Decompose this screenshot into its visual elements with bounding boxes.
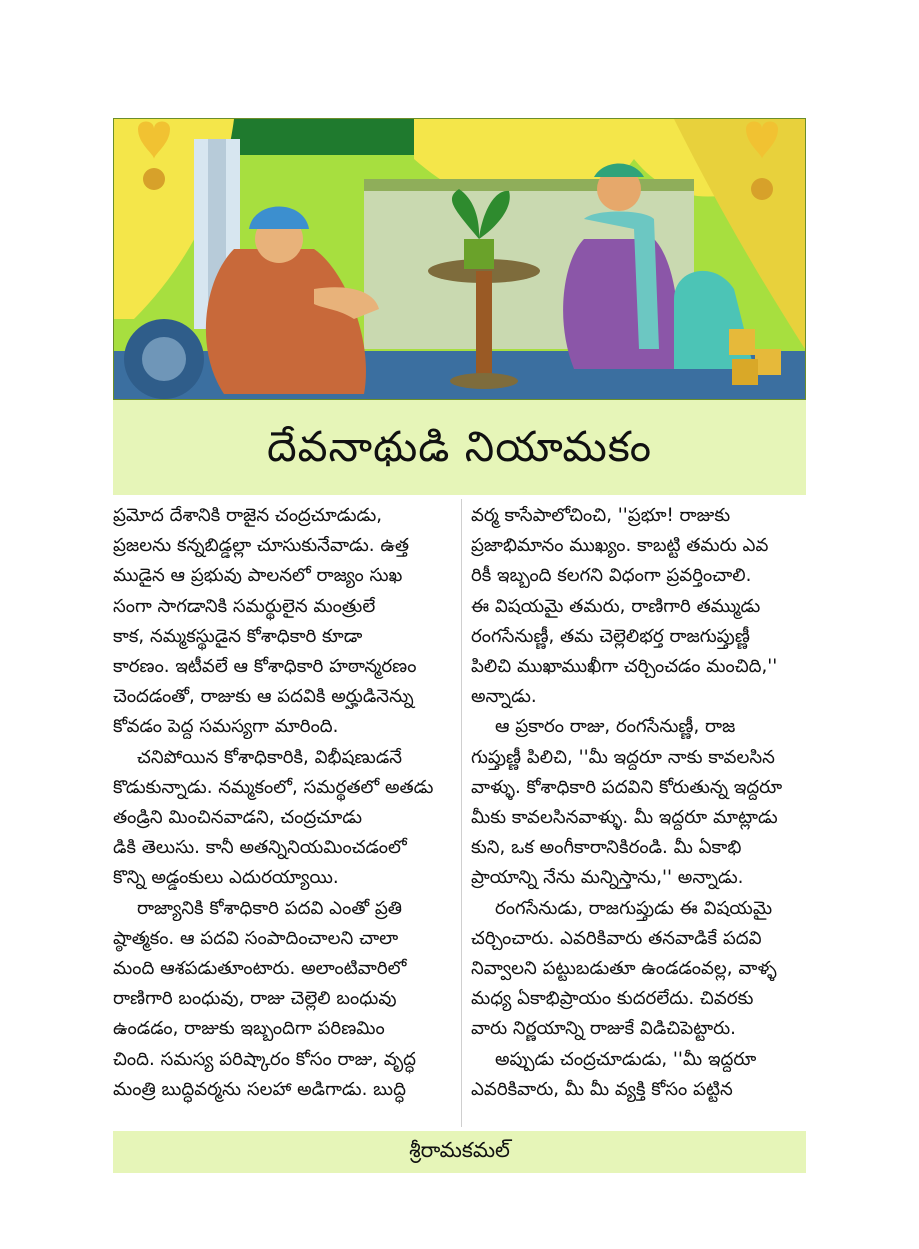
text-line: మంది ఆశపడుతూంటారు. అలాంటివారిలో <box>113 958 407 980</box>
text-line: వారు నిర్ణయాన్ని రాజుకే విడిచిపెట్టారు. <box>471 1018 736 1040</box>
text-line: తండ్రిని మించినవాడని, చంద్రచూడు <box>113 807 362 829</box>
column-divider <box>461 499 462 1127</box>
text-line: పిలిచి ముఖాముఖీగా చర్చించడం మంచిది,'' <box>471 656 778 678</box>
author-name: శ్రీరామకమల్ <box>409 1138 510 1162</box>
story-body <box>113 495 806 1131</box>
text-line: రాణిగారి బంధువు, రాజు చెల్లెలి బంధువు <box>113 988 397 1010</box>
text-line: అప్పుడు చంద్రచూడుడు, ''మీ ఇద్దరూ <box>495 1048 757 1070</box>
text-line: ష్ఠాత్మకం. ఆ పదవి సంపాదించాలని చాలా <box>113 927 399 949</box>
text-line: గుప్తుణ్ణీ పిలిచి, ''మీ ఇద్దరూ నాకు కావలసిన <box>471 746 775 768</box>
text-line: ప్రాయాన్ని నేను మన్నిస్తాను,'' అన్నాడు. <box>471 867 744 889</box>
text-line: రంగసేనుణ్ణీ, తమ చెల్లెలిభర్త రాజగుప్తుణ్ణీ <box>471 625 750 647</box>
text-line: చింది. సమస్య పరిష్కారం కోసం రాజు, వృద్ధ <box>113 1048 416 1070</box>
text-line: ప్రమోద దేశానికి రాజైన చంద్రచూడుడు, <box>113 505 383 526</box>
text-line: మంత్రి బుద్ధివర్మను సలహా అడిగాడు. బుద్ధి <box>113 1078 406 1100</box>
left-column <box>113 501 456 1105</box>
text-line: ఎవరికివారు, మీ మీ వ్యక్తి కోసం పట్టిన <box>471 1078 733 1100</box>
text-line: డికి తెలుసు. కానీ అతన్నినియమించడంలో <box>113 837 407 859</box>
text-line: ప్రజలను కన్నబిడ్డల్లా చూసుకునేవాడు. ఉత్త <box>113 535 409 557</box>
author-band <box>113 1131 806 1173</box>
text-line: వర్మ కాసేపాలోచించి, ''ప్రభూ! రాజుకు <box>471 505 731 526</box>
story-illustration <box>113 118 806 400</box>
text-line: మీకు కావలసినవాళ్ళు. మీ ఇద్దరూ మాట్లాడు <box>471 807 778 829</box>
text-line: రాజ్యానికి కోశాధికారి పదవి ఎంతో ప్రతి <box>137 897 403 919</box>
text-line: మధ్య ఏకాభిప్రాయం కుదరలేదు. చివరకు <box>471 988 754 1010</box>
text-line: ఆ ప్రకారం రాజు, రంగసేనుణ్ణీ, రాజ <box>495 716 736 738</box>
text-line: చనిపోయిన కోశాధికారికి, విభీషణుడనే <box>137 746 403 768</box>
text-line: కోవడం పెద్ద సమస్యగా మారింది. <box>113 716 339 738</box>
palace-scene-image <box>114 119 805 399</box>
text-line: కారణం. ఇటీవలే ఆ కోశాధికారి హఠాన్మరణం <box>113 656 417 678</box>
text-line: సంగా సాగడానికి సమర్థులైన మంత్రులే <box>113 595 376 617</box>
text-line: కాక, నమ్మకస్థుడైన కోశాధికారి కూడా <box>113 625 363 647</box>
text-line: నివ్వాలని పట్టుబడుతూ ఉండడంవల్ల, వాళ్ళ <box>471 958 777 980</box>
title-band <box>113 400 806 495</box>
text-line: కొడుకున్నాడు. నమ్మకంలో, సమర్థతలో అతడు <box>113 776 434 798</box>
text-line: చెందడంతో, రాజుకు ఆ పదవికి అర్హుడినెన్ను <box>113 686 414 708</box>
text-line: రంగసేనుడు, రాజగుప్తుడు ఈ విషయమై <box>495 897 773 919</box>
text-line: కొన్ని అడ్డంకులు ఎదురయ్యాయి. <box>113 867 339 889</box>
text-line: ఉండడం, రాజుకు ఇబ్బందిగా పరిణమిం <box>113 1018 385 1040</box>
text-line: అన్నాడు. <box>471 686 537 708</box>
text-line: ఈ విషయమై తమరు, రాణిగారి తమ్ముడు <box>471 595 761 617</box>
text-line: కుని, ఒక అంగీకారానికిరండి. మీ ఏకాభి <box>471 837 742 859</box>
text-line: రికీ ఇబ్బంది కలగని విధంగా ప్రవర్తించాలి. <box>471 565 752 587</box>
right-column <box>471 501 814 1105</box>
text-line: ప్రజాభిమానం ముఖ్యం. కాబట్టి తమరు ఎవ <box>471 535 769 557</box>
text-line: ముడైన ఆ ప్రభువు పాలనలో రాజ్యం సుఖ <box>113 565 403 587</box>
text-line: చర్చించారు. ఎవరికివారు తనవాడికే పదవి <box>471 927 762 949</box>
story-title: దేవనాథుడి నియామకం <box>266 422 653 471</box>
text-line: వాళ్ళు. కోశాధికారి పదవిని కోరుతున్న ఇద్దరూ <box>471 776 783 798</box>
story-page <box>113 118 806 1173</box>
